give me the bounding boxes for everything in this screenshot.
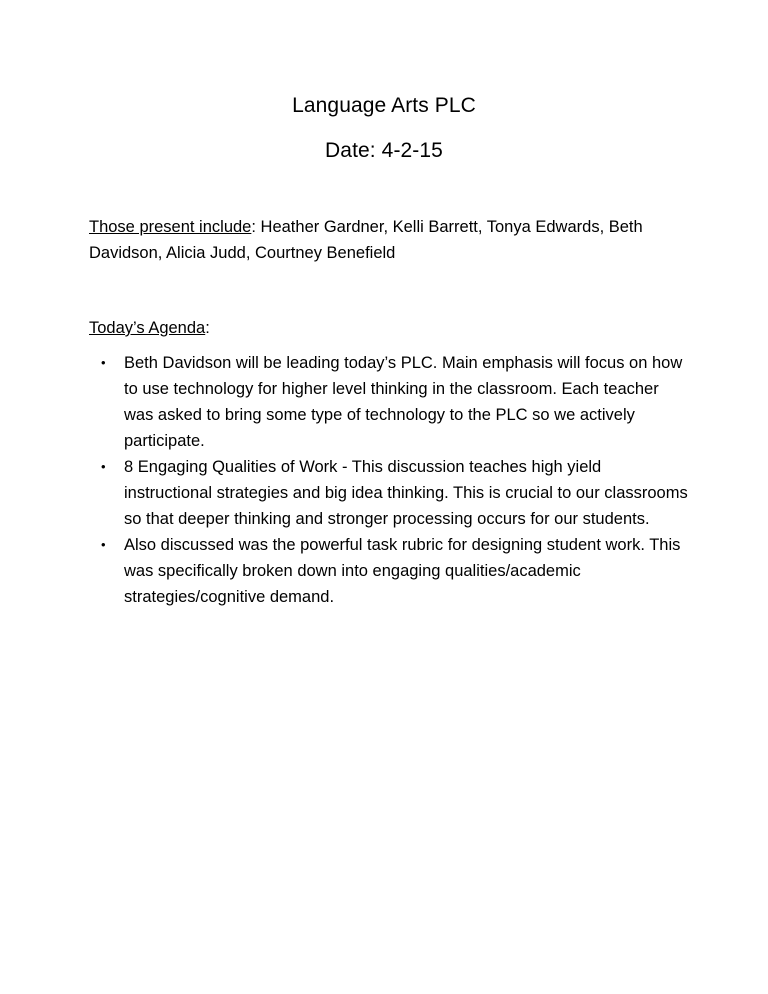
bullet-icon: • (101, 537, 106, 552)
agenda-list (89, 350, 689, 610)
agenda-item (89, 454, 689, 532)
bullet-icon: • (101, 459, 106, 474)
agenda-item-text: Beth Davidson will be leading today’s PLC. Main emphasis will focus on how to use technology for higher level thinking in the classroom. Each teacher was asked to bring some type of technology to the PLC so we actively participate. (124, 354, 683, 450)
meeting-date: Date: 4-2-15 (325, 139, 443, 162)
agenda-item (89, 350, 689, 454)
agenda-item-text: Also discussed was the powerful task rubric for designing student work. This was specifically broken down into engaging qualities/academic strategies/cognitive demand. (124, 536, 681, 606)
agenda-item (89, 532, 689, 610)
attendees-names: Heather Gardner, Kelli Barrett, Tonya Edwards, Beth Davidson, Alicia Judd, Courtney Benefield (89, 218, 643, 262)
bullet-icon: • (101, 355, 106, 370)
agenda-label: Today’s Agenda (89, 319, 206, 337)
attendees-paragraph (89, 214, 709, 266)
attendees-label: Those present include (89, 218, 252, 236)
agenda-item-text: 8 Engaging Qualities of Work - This discussion teaches high yield instructional strategies and big idea thinking. This is crucial to our classrooms so that deeper thinking and stronger processing occurs for our students. (124, 458, 688, 528)
attendees-colon: : (251, 218, 256, 236)
document-title: Language Arts PLC (292, 94, 476, 117)
agenda-colon: : (205, 319, 210, 337)
agenda-heading (89, 315, 709, 341)
